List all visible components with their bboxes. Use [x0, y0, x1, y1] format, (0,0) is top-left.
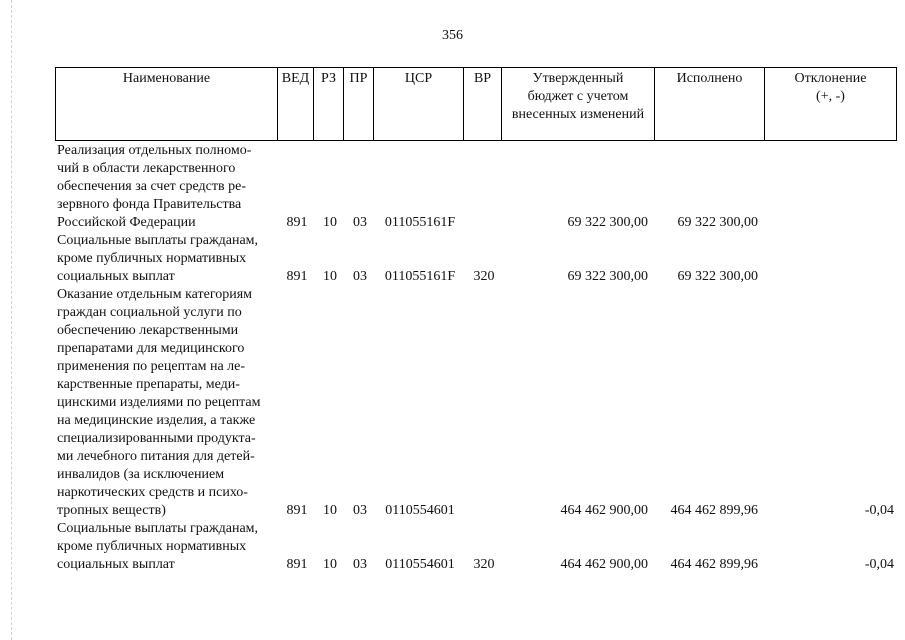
row-name: Оказание отдельным категориям граждан социальной услуги по обеспечению лекарственными препаратами для медицинского применения по рецептам на ле- карственные препараты, меди- цинскими изделиями по рецептам на медицинские изделия, а также специализированными продукта- ми лечебного питания для детей- инвалидов (за исключением наркотических средств и психо- тропных веществ) [57, 287, 261, 518]
row-ved: 891 [286, 269, 308, 284]
row-rz: 10 [323, 557, 337, 572]
row-executed: 464 462 899,96 [670, 503, 758, 518]
col-header-name: Наименование [56, 68, 278, 141]
row-approved: 69 322 300,00 [567, 215, 648, 230]
row-rz: 10 [323, 269, 337, 284]
row-approved: 69 322 300,00 [567, 269, 648, 284]
table-row [55, 520, 898, 574]
row-csr: 0110554601 [385, 503, 455, 518]
row-pr: 03 [353, 215, 367, 230]
col-header-rz: РЗ [314, 68, 344, 141]
row-vr: 320 [473, 269, 495, 284]
row-approved: 464 462 900,00 [560, 503, 648, 518]
row-ved: 891 [286, 215, 308, 230]
col-header-approved: Утвержденный бюджет с учетом внесенных изменений [502, 68, 655, 141]
table-row [55, 286, 898, 520]
col-header-pr: ПР [344, 68, 374, 141]
row-csr: 0110554601 [385, 557, 455, 572]
table-row [55, 142, 898, 232]
row-executed: 464 462 899,96 [670, 557, 758, 572]
table-row [55, 232, 898, 286]
row-pr: 03 [353, 503, 367, 518]
row-pr: 03 [353, 557, 367, 572]
budget-table-body [55, 142, 898, 574]
row-rz: 10 [323, 503, 337, 518]
row-name: Реализация отдельных полномо- чий в области лекарственного обеспечения за счет средств ре- зервного фонда Правительства Российской Федерации [57, 143, 252, 230]
row-rz: 10 [323, 215, 337, 230]
row-vr [465, 142, 503, 232]
row-vr [465, 286, 503, 520]
header-row [56, 68, 897, 141]
row-deviation: -0,04 [864, 503, 894, 518]
page-number: 356 [442, 28, 463, 43]
row-ved: 891 [286, 503, 308, 518]
row-deviation [766, 142, 898, 232]
row-deviation: -0,04 [864, 557, 894, 572]
row-pr: 03 [353, 269, 367, 284]
row-deviation [766, 232, 898, 286]
row-executed: 69 322 300,00 [677, 215, 758, 230]
row-executed: 69 322 300,00 [677, 269, 758, 284]
row-name: Социальные выплаты гражданам, кроме публичных нормативных социальных выплат [57, 521, 259, 572]
row-csr: 011055161F [384, 269, 456, 284]
row-approved: 464 462 900,00 [560, 557, 648, 572]
scan-artifact-line [11, 0, 12, 640]
col-header-deviation: Отклонение (+, -) [765, 68, 897, 141]
row-name: Социальные выплаты гражданам, кроме публичных нормативных социальных выплат [57, 233, 259, 284]
budget-table-header [55, 67, 897, 141]
col-header-ved: ВЕД [278, 68, 314, 141]
col-header-executed: Исполнено [655, 68, 765, 141]
col-header-vr: ВР [464, 68, 502, 141]
row-vr: 320 [473, 557, 495, 572]
row-ved: 891 [286, 557, 308, 572]
col-header-csr: ЦСР [374, 68, 464, 141]
row-csr: 011055161F [384, 215, 456, 230]
